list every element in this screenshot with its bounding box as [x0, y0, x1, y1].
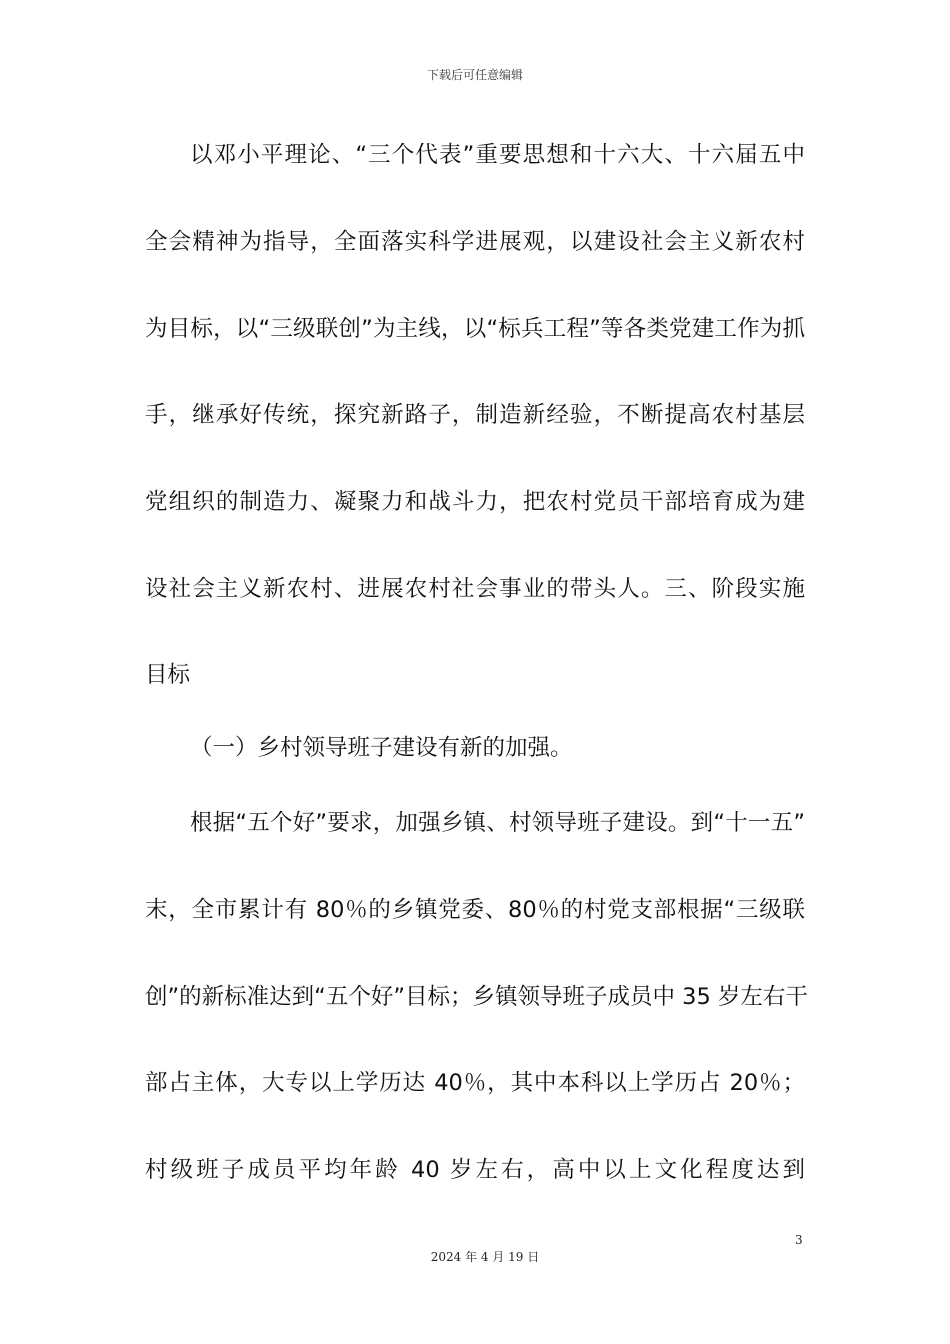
body-line: 设社会主义新农村、进展农村社会事业的带头人。三、阶段实施 — [145, 576, 805, 602]
body-line: 手，继承好传统，探究新路子，制造新经验，不断提高农村基层 — [145, 402, 805, 428]
body-line: 全会精神为指导，全面落实科学进展观，以建设社会主义新农村 — [145, 229, 805, 255]
page-number: 3 — [795, 1233, 803, 1247]
section-heading: （一）乡村领导班子建设有新的加强。 — [190, 735, 573, 761]
body-line: 部占主体，大专以上学历达 40％，其中本科以上学历占 20％； — [145, 1070, 805, 1096]
body-line: 为目标，以“三级联创”为主线，以“标兵工程”等各类党建工作为抓 — [145, 316, 805, 342]
body-line: 根据“五个好”要求，加强乡镇、村领导班子建设。到“十一五” — [190, 810, 805, 836]
body-line: 末，全市累计有 80％的乡镇党委、80％的村党支部根据“三级联 — [145, 897, 805, 923]
body-line: 目标 — [145, 662, 191, 688]
footer-date: 2024 年 4 月 19 日 — [430, 1250, 540, 1264]
body-line: 党组织的制造力、凝聚力和战斗力，把农村党员干部培育成为建 — [145, 489, 805, 515]
body-line: 创”的新标准达到“五个好”目标；乡镇领导班子成员中 35 岁左右干 — [145, 984, 808, 1010]
body-line: 以邓小平理论、“三个代表”重要思想和十六大、十六届五中 — [190, 142, 805, 168]
page-header: 下载后可任意编辑 — [426, 68, 523, 82]
body-line: 村级班子成员平均年龄 40 岁左右，高中以上文化程度达到 — [145, 1157, 805, 1183]
